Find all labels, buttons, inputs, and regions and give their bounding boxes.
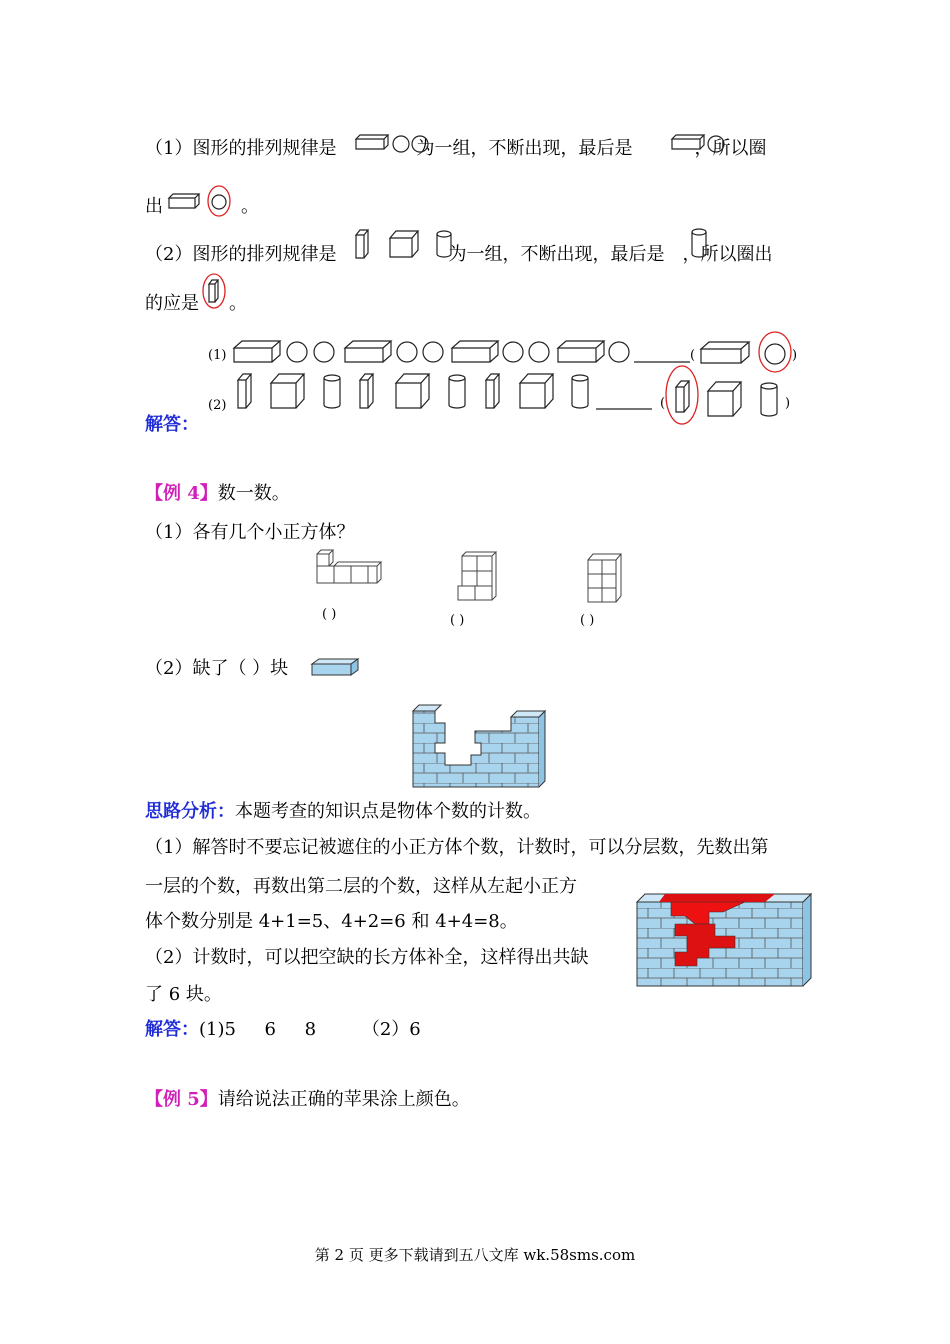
ex3-text: 。 <box>229 293 247 314</box>
ex4-cube-figures <box>310 548 650 638</box>
pattern-icon-tall-cube-cylinder <box>352 226 462 262</box>
ex4-analysis <box>145 800 541 824</box>
ex4-p5: 了 6 块。 <box>145 984 222 1005</box>
ex4-title: 数一数。 <box>217 483 290 504</box>
last-icon-cylinder <box>690 226 708 262</box>
ex4-q2-text: （2）缺了（ ）块 <box>145 658 289 679</box>
blank-3: ( ) <box>580 613 595 628</box>
page-footer: 第 2 页 更多下载请到五八文库 wk.58sms.com <box>314 1246 636 1264</box>
row2-label: (2) <box>208 398 227 413</box>
ex3-text: （2）图形的排列规律是 <box>145 244 337 265</box>
ex4-heading <box>145 482 290 506</box>
ex3-text: 出 <box>145 196 163 217</box>
cube-figure-3 <box>580 554 621 628</box>
ex5-tag: 【例 5】 <box>145 1089 218 1110</box>
ex4-tag: 【例 4】 <box>145 483 218 504</box>
ex3-answer-label: 解答： <box>145 414 199 435</box>
row2-shapes <box>238 366 790 424</box>
ex3-text: 为一组，不断出现，最后是 <box>416 138 633 159</box>
row1-label: (1) <box>208 348 227 363</box>
brick-icon <box>309 655 361 679</box>
ex4-p3: 体个数分别是 4+1=5、4+2=6 和 4+4=8。 <box>145 911 518 932</box>
analysis-label: 思路分析： <box>145 801 235 822</box>
circled-answer-tall-cuboid <box>200 272 230 312</box>
ex3-text: （1）图形的排列规律是 <box>145 138 337 159</box>
ex5-title: 请给说法正确的苹果涂上颜色。 <box>217 1089 470 1110</box>
brick-wall-solution-figure <box>635 888 815 988</box>
circled-answer-cuboid-sphere <box>163 182 243 216</box>
ex3-diagram <box>200 325 820 425</box>
svg-text:(: ( <box>690 348 696 363</box>
last-icon-cuboid-sphere <box>670 131 732 155</box>
ex4-answer-text: (1)5 6 8 （2）6 <box>199 1019 421 1040</box>
ex3-part2-line2 <box>145 292 247 316</box>
svg-text:(: ( <box>660 396 666 411</box>
pattern-icon-cuboid-spheres <box>354 131 444 155</box>
ex4-p2: 一层的个数，再数出第二层的个数，这样从左起小正方 <box>145 876 577 897</box>
blank-1: ( ) <box>322 607 337 622</box>
analysis-text: 本题考查的知识点是物体个数的计数。 <box>235 801 541 822</box>
ex3-text: ，所以圈 <box>694 138 767 159</box>
blank-2: ( ) <box>450 613 465 628</box>
svg-text:): ) <box>785 396 791 411</box>
ex4-p1: （1）解答时不要忘记被遮住的小正方体个数，计数时，可以分层数，先数出第 <box>145 837 769 858</box>
ex4-answer <box>145 1018 421 1042</box>
ex3-text: 的应是 <box>145 293 199 314</box>
ex4-q1: （1）各有几个小正方体？ <box>145 522 355 543</box>
brick-wall-figure <box>411 703 551 789</box>
ex3-text: ，所以圈出 <box>682 244 773 265</box>
ex3-text: 为一组，不断出现，最后是 <box>448 244 665 265</box>
svg-text:): ) <box>792 348 798 363</box>
cube-figure-1 <box>317 550 381 622</box>
ex5-heading <box>145 1088 470 1112</box>
ex4-answer-label: 解答： <box>145 1019 199 1040</box>
ex4-p4: （2）计数时，可以把空缺的长方体补全，这样得出共缺 <box>145 947 589 968</box>
cube-figure-2 <box>450 552 496 628</box>
ex3-text: 。 <box>241 196 259 217</box>
row1-shapes <box>234 332 797 372</box>
